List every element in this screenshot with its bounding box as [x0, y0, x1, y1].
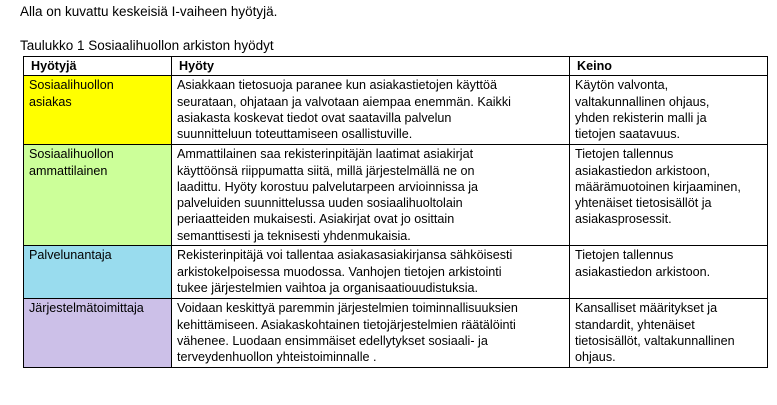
intro-paragraph: Alla on kuvattu keskeisiä I-vaiheen hyötyjä. — [20, 4, 278, 19]
means-cell — [570, 145, 768, 246]
beneficiary-cell — [24, 299, 172, 368]
beneficiary-text: Sosiaalihuollon ammattilainen — [29, 147, 114, 178]
header-beneficiary: Hyötyjä — [24, 57, 172, 76]
benefit-cell — [172, 145, 570, 246]
beneficiary-text: Palvelunantaja — [29, 248, 112, 263]
benefit-cell — [172, 299, 570, 368]
benefit-cell — [172, 76, 570, 145]
table-caption: Taulukko 1 Sosiaalihuollon arkiston hyödyt — [20, 38, 274, 53]
benefit-cell — [172, 246, 570, 299]
beneficiary-cell — [24, 145, 172, 246]
table-row — [24, 145, 768, 246]
means-text: Tietojen tallennus asiakastiedon arkistoon, määrämuotoinen kirjaaminen, yhtenäiset tietosisällöt ja asiakasprosessit. — [575, 147, 741, 227]
table-row — [24, 246, 768, 299]
benefit-text: Ammattilainen saa rekisterinpitäjän laatimat asiakirjat käyttöönsä riippumatta siitä, millä järjestelmällä ne on laadittu. Hyöty korostuu palvelutarpeen arvioinnissa ja palveluiden suunnittelussa uuden sosiaalihuoltolain periaatteiden mukaisesti. Asiakirjat ovat jo osittain semanttisesti ja teknisesti yhdenmukaisia. — [177, 147, 479, 243]
benefit-text: Voidaan keskittyä paremmin järjestelmien toiminnallisuuksien kehittämiseen. Asiakaskohtainen tietojärjestelmien räätälöinti vähenee. Luodaan ensimmäiset edellytykset sosiaali- ja terveydenhuollon yhteistoiminnalle . — [177, 301, 518, 365]
means-cell — [570, 246, 768, 299]
table-header-row — [24, 57, 768, 76]
header-means: Keino — [570, 57, 768, 76]
header-benefit: Hyöty — [172, 57, 570, 76]
table-row — [24, 76, 768, 145]
benefit-text: Asiakkaan tietosuoja paranee kun asiakastietojen käyttöä seurataan, ohjataan ja valvotaan aiempaa enemmän. Kaikki asiakasta koskevat tiedot ovat saatavilla palvelun suunnitteluun toteuttamiseen osallistuville. — [177, 78, 511, 142]
means-text: Tietojen tallennus asiakastiedon arkistoon. — [575, 248, 711, 279]
beneficiary-text: Sosiaalihuollon asiakas — [29, 78, 114, 109]
benefit-text: Rekisterinpitäjä voi tallentaa asiakasasiakirjansa sähköisesti arkistokelpoisessa muodossa. Vanhojen tietojen arkistointi tukee järjestelmien vaihtoa ja organisaatiouudistuksia. — [177, 248, 513, 295]
beneficiary-cell — [24, 76, 172, 145]
means-cell — [570, 299, 768, 368]
means-text: Kansalliset määritykset ja standardit, yhtenäiset tietosisällöt, valtakunnallinen ohjaus. — [575, 301, 735, 365]
table-row — [24, 299, 768, 368]
beneficiary-cell — [24, 246, 172, 299]
benefits-table — [23, 56, 768, 368]
beneficiary-text: Järjestelmätoimittaja — [29, 301, 144, 316]
means-text: Käytön valvonta, valtakunnallinen ohjaus, yhden rekisterin malli ja tietojen saatavuus. — [575, 78, 710, 142]
means-cell — [570, 76, 768, 145]
